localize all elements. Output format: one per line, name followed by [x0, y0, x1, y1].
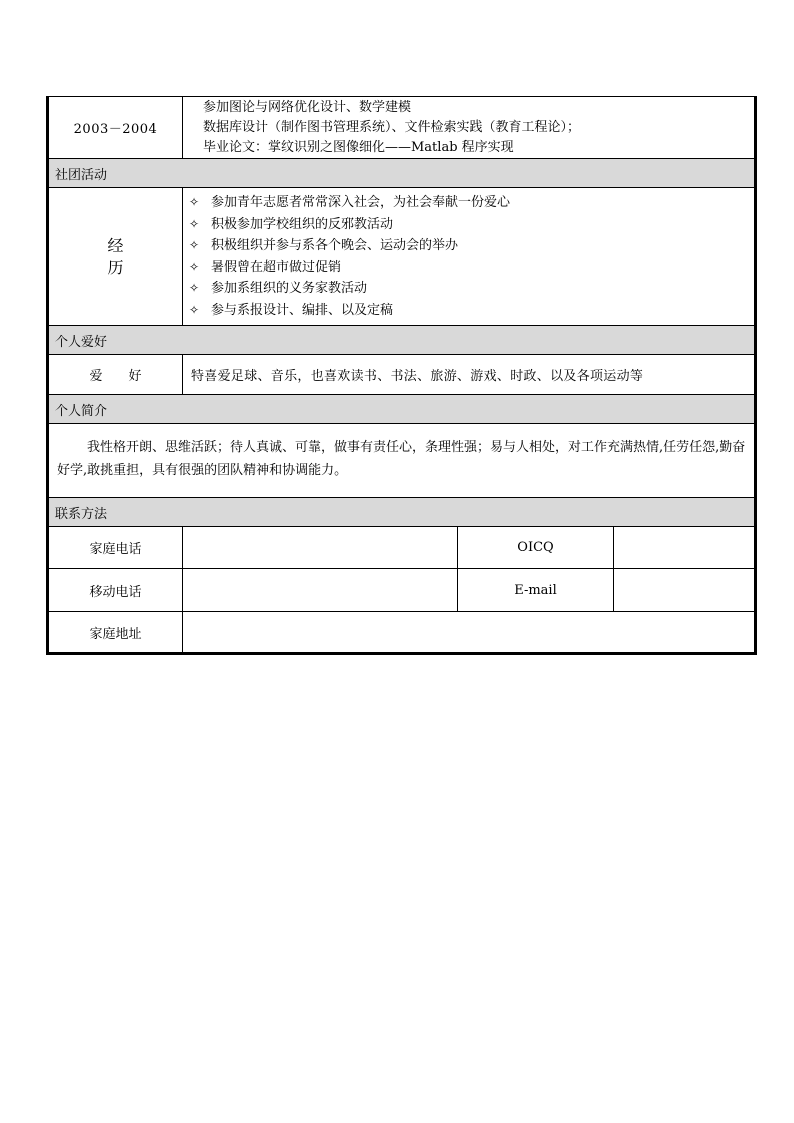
address-label: 家庭地址	[48, 612, 183, 654]
education-line: 数据库设计（制作图书管理系统）、文件检索实践（教育工程论）；	[203, 119, 581, 135]
diamond-bullet-icon: ✧	[189, 195, 200, 209]
club-header-row	[48, 159, 756, 188]
intro-row	[48, 424, 756, 498]
resume-sheet	[46, 96, 754, 655]
diamond-bullet-icon: ✧	[189, 302, 200, 317]
contact-row-home	[48, 527, 756, 569]
diamond-bullet-icon: ✧	[189, 259, 200, 274]
club-label-char: 经	[107, 235, 124, 255]
email-field[interactable]	[614, 569, 756, 612]
hobbies-header-row	[48, 326, 756, 355]
diamond-bullet-icon: ✧	[189, 281, 200, 295]
education-line: 毕业论文：掌纹识别之图像细化——Matlab 程序实现	[203, 139, 514, 155]
list-item: ✧ 暑假曾在超市做过促销	[189, 257, 754, 279]
contact-header-row	[48, 498, 756, 527]
intro-text: 我性格开朗、思维活跃；待人真诚、可靠，做事有责任心，条理性强；易与人相处，对工作充满热情,任劳任怨,勤奋好学,敢挑重担，具有很强的团队精神和协调能力。	[48, 424, 756, 498]
hobbies-text: 特喜爱足球、音乐，也喜欢读书、书法、旅游、游戏、时政、以及各项运动等	[183, 355, 756, 395]
contact-section-title: 联系方法	[48, 498, 756, 527]
club-row	[48, 188, 756, 326]
diamond-bullet-icon: ✧	[189, 216, 200, 231]
club-label	[48, 188, 183, 326]
home-phone-field[interactable]	[183, 527, 458, 569]
list-item: ✧ 积极参加学校组织的反邪教活动	[189, 214, 754, 236]
contact-row-mobile	[48, 569, 756, 612]
mobile-phone-field[interactable]	[183, 569, 458, 612]
education-line: 参加图论与网络优化设计、数学建模	[203, 99, 412, 115]
email-label: E-mail	[458, 569, 614, 612]
list-item: ✧ 参与系报设计、编排、以及定稿	[189, 300, 754, 322]
club-label-char: 历	[107, 257, 124, 277]
resume-table	[46, 96, 757, 655]
education-row	[48, 97, 756, 159]
club-section-title: 社团活动	[48, 159, 756, 188]
intro-section-title: 个人简介	[48, 395, 756, 424]
address-field[interactable]	[183, 612, 756, 654]
list-item: ✧ 积极组织并参与系各个晚会、运动会的举办	[189, 235, 754, 257]
contact-row-address	[48, 612, 756, 654]
club-list	[183, 188, 754, 325]
hobbies-row	[48, 355, 756, 395]
list-item: ✧ 参加青年志愿者常常深入社会，为社会奉献一份爱心	[189, 192, 754, 214]
diamond-bullet-icon: ✧	[189, 238, 200, 252]
education-details	[183, 97, 756, 159]
club-items-cell	[183, 188, 756, 326]
hobbies-section-title: 个人爱好	[48, 326, 756, 355]
qq-field[interactable]	[614, 527, 756, 569]
intro-header-row	[48, 395, 756, 424]
qq-label: OICQ	[458, 527, 614, 569]
list-item: ✧ 参加系组织的义务家教活动	[189, 278, 754, 300]
hobbies-label: 爱 好	[48, 355, 183, 395]
home-phone-label: 家庭电话	[48, 527, 183, 569]
education-years: 2003－2004	[48, 97, 183, 159]
mobile-phone-label: 移动电话	[48, 569, 183, 612]
